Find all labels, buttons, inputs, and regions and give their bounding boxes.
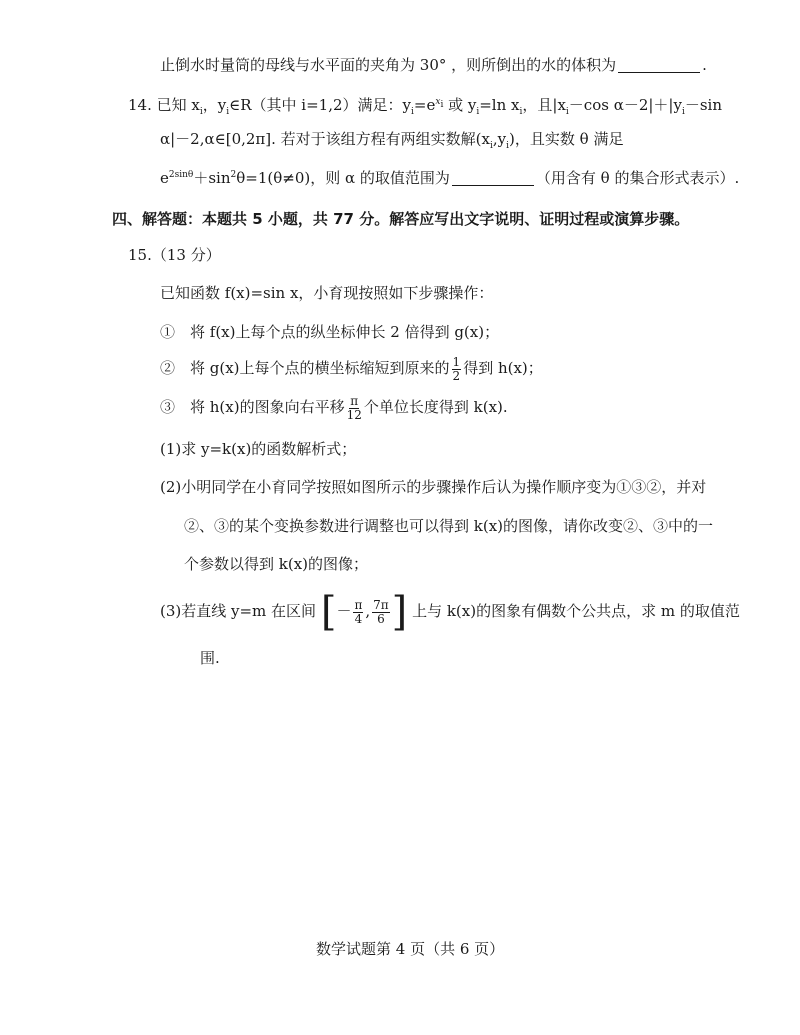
q14-tail: )，且实数 θ 满足 (509, 130, 624, 148)
q13-continuation (160, 57, 707, 73)
q15-part-2-line-3: 个参数以得到 k(x)的图像； (184, 555, 369, 573)
q14-sol: ,y (492, 130, 507, 148)
q14-exp-x: xi (435, 97, 444, 110)
interval-close-bracket: ] (391, 589, 408, 635)
q14-eq1: =e (413, 96, 436, 114)
part3-tail: 上与 k(x)的图象有偶数个公共点，求 m 的取值范 (412, 602, 740, 620)
q13-text: 止倒水时量筒的母线与水平面的夹角为 30° ，则所倒出的水的体积为 (160, 56, 617, 74)
fraction-numerator: π (350, 394, 359, 408)
fraction-one-half (452, 356, 462, 382)
q14-number: 14. (128, 96, 152, 114)
q14-cond: ∈R（其中 i=1,2）满足：y (229, 96, 412, 114)
step3-tail: 个单位长度得到 k(x). (363, 398, 508, 417)
q14-e: e (160, 169, 169, 187)
fraction-numerator: π (354, 597, 363, 612)
q15-step-1: ① 将 f(x)上每个点的纵坐标伸长 2 倍得到 g(x)； (160, 323, 500, 341)
fraction-denominator: 12 (346, 407, 362, 422)
q14-or: 或 y (443, 96, 477, 114)
q15-part-2-line-2: ②、③的某个变换参数进行调整也可以得到 k(x)的图像，请你改变②、③中的一 (184, 517, 714, 535)
q14-sin: －sin (684, 96, 722, 114)
step2-text: ② 将 g(x)上每个点的横坐标缩短到原来的 (160, 359, 450, 378)
q14-cond-text: θ=1(θ≠0)，则 α 的取值范围为 (236, 169, 450, 187)
q14-sub: i (565, 107, 569, 117)
answer-blank-14 (452, 170, 534, 186)
q15-intro: 已知函数 f(x)=sin x，小育现按照如下步骤操作： (160, 284, 494, 302)
page-footer: 数学试题第 4 页（共 6 页） (316, 940, 505, 958)
answer-blank-13 (618, 57, 700, 73)
fraction-denominator: 4 (354, 611, 363, 626)
interval-comma: , (365, 602, 371, 620)
interval-neg: － (336, 602, 352, 620)
section-heading: 四、解答题：本题共 5 小题，共 77 分。解答应写出文字说明、证明过程或演算步骤。 (112, 210, 690, 228)
fraction-denominator: 2 (452, 368, 461, 383)
q15-number: 15.（13 分） (128, 246, 221, 264)
q14-cos: －cos α－2|＋|y (568, 96, 682, 114)
q14-sub: i (506, 141, 510, 151)
q14-sub: i (519, 107, 523, 117)
interval-open-bracket: [ (320, 589, 337, 635)
fraction-numerator: 1 (452, 355, 461, 369)
q14-sub: i (681, 107, 685, 117)
q15-part-1: (1)求 y=k(x)的函数解析式； (160, 440, 357, 458)
q14-exp-2: 2 (230, 170, 237, 180)
fraction-7pi-over-6 (372, 599, 390, 625)
q14-sub: i (440, 99, 444, 110)
q14-line-3 (160, 170, 739, 186)
q14-hint: （用含有 θ 的集合形式表示）. (535, 169, 740, 187)
q14-abs: ，且|x (522, 96, 566, 114)
q14-mid: ，y (202, 96, 227, 114)
q14-sub: i (226, 107, 230, 117)
q14-sub: i (199, 107, 203, 117)
q14-line-1 (128, 98, 722, 117)
q15-step-3 (160, 395, 508, 421)
q13-period: . (702, 56, 707, 74)
q14-text-2: α|－2,α∈[0,2π]. 若对于该组方程有两组实数解(x (160, 130, 490, 148)
fraction-pi-over-4 (353, 599, 363, 625)
q15-part-3-line-2: 围. (200, 649, 220, 667)
step2-tail: 得到 h(x)； (463, 359, 543, 378)
q15-part-2-line-1: (2)小明同学在小育同学按照如图所示的步骤操作后认为操作顺序变为①③②，并对 (160, 478, 707, 496)
fraction-numerator: 7π (373, 597, 389, 612)
q14-sub: i (411, 107, 414, 117)
part3-text: (3)若直线 y=m 在区间 (160, 602, 317, 620)
fraction-denominator: 6 (377, 611, 385, 626)
q15-part-3-line-1 (160, 589, 740, 635)
q14-line-2 (160, 132, 623, 151)
q14-sub: i (490, 141, 493, 151)
q14-sub: i (476, 107, 480, 117)
q14-eq2: =ln x (479, 96, 520, 114)
fraction-pi-over-12 (347, 395, 362, 421)
q14-plus-sin: ＋sin (193, 169, 231, 187)
q14-text-1: 已知 x (156, 96, 200, 114)
step3-text: ③ 将 h(x)的图象向右平移 (160, 398, 345, 417)
q14-exp-2sin: 2sinθ (168, 170, 194, 180)
q15-step-2 (160, 356, 543, 382)
